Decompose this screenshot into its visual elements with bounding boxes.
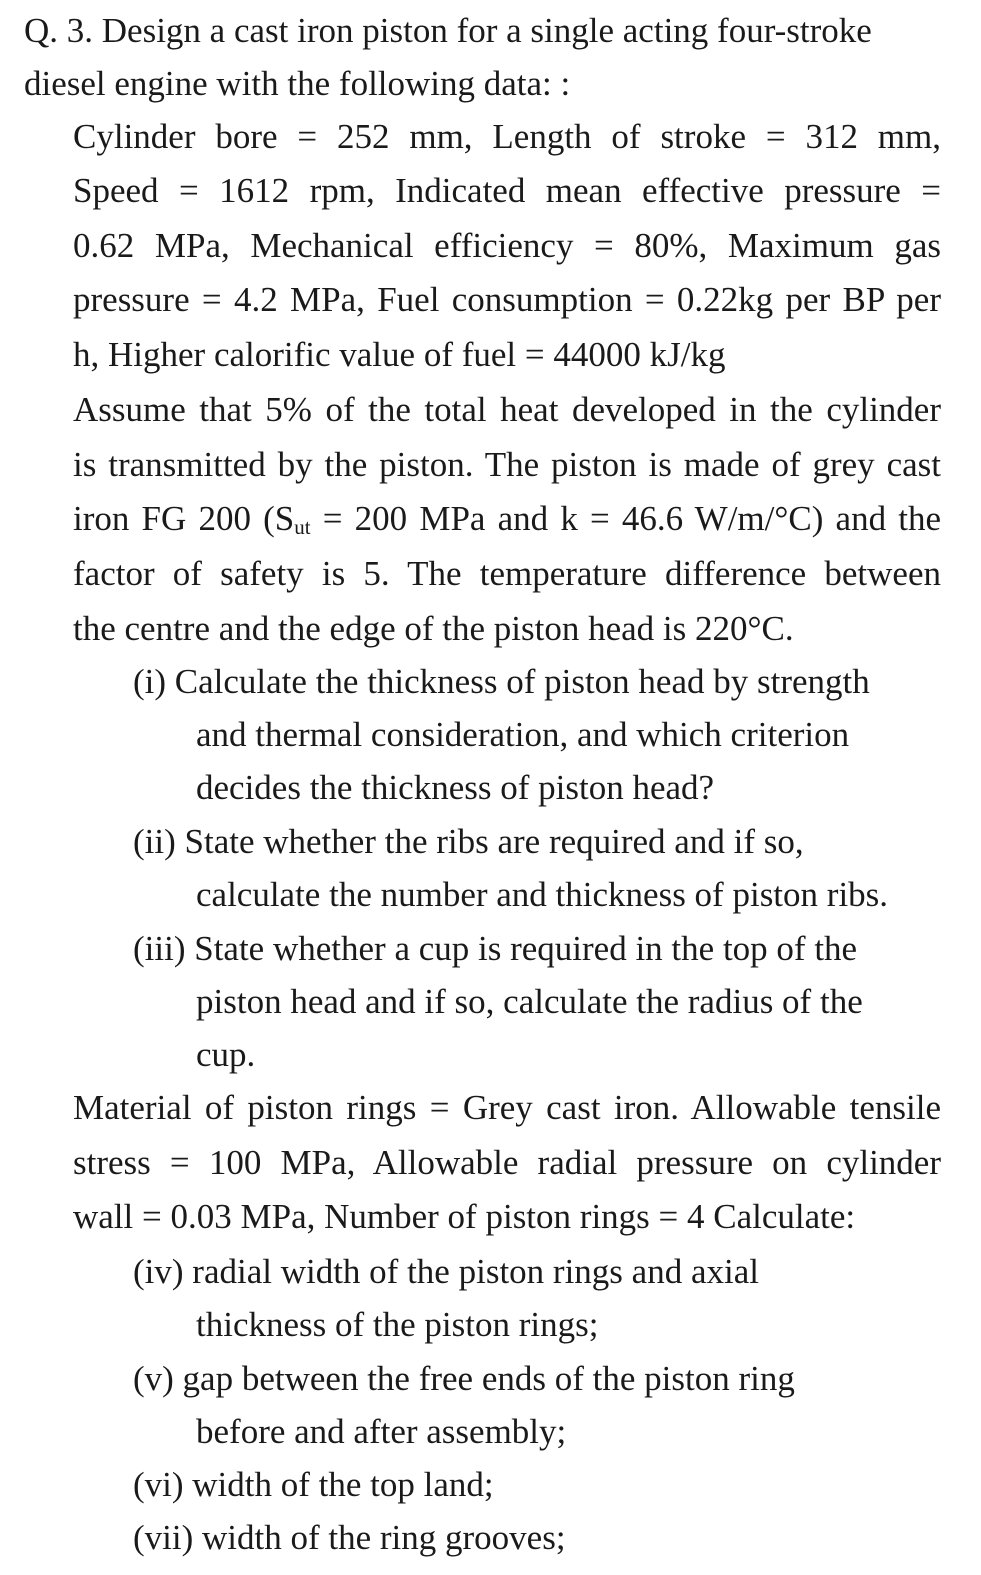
data-line-3: 0.62 MPa, Mechanical efficiency = 80%, Maximum gas [73,226,941,265]
ultimate-strength-subscript: ut [294,515,311,539]
item-ii-line-2: calculate the number and thickness of piston ribs. [196,875,889,914]
item-v-line-1: (v) gap between the free ends of the piston ring [133,1359,795,1398]
item-vii-line-1: (vii) width of the ring grooves; [133,1518,566,1557]
item-ii-line-1: (ii) State whether the ribs are required and if so, [133,822,804,861]
question-heading-line-2: diesel engine with the following data: : [24,64,571,103]
rings-line-3: wall = 0.03 MPa, Number of piston rings = 4 Calculate: [73,1197,856,1236]
assumption-line-2: is transmitted by the piston. The piston is made of grey cast [73,445,941,484]
item-iv-line-1: (iv) radial width of the piston rings and axial [133,1252,759,1291]
item-i-line-2: and thermal consideration, and which criterion [196,715,850,754]
data-line-1: Cylinder bore = 252 mm, Length of stroke = 312 mm, [73,117,941,156]
item-i-line-3: decides the thickness of piston head? [196,768,715,807]
data-line-5: h, Higher calorific value of fuel = 44000 kJ/kg [73,335,726,374]
item-v-line-2: before and after assembly; [196,1412,567,1451]
item-iv-line-2: thickness of the piston rings; [196,1305,599,1344]
assumption-line-3-a: iron FG 200 (S [73,499,295,538]
rings-line-1: Material of piston rings = Grey cast iron. Allowable tensile [73,1088,941,1127]
data-line-4: pressure = 4.2 MPa, Fuel consumption = 0.22kg per BP per [73,280,941,319]
item-iii-line-1: (iii) State whether a cup is required in the top of the [133,929,858,968]
item-iii-line-3: cup. [196,1035,256,1074]
question-heading-line-1: Q. 3. Design a cast iron piston for a single acting four-stroke [24,11,872,50]
rings-line-2: stress = 100 MPa, Allowable radial pressure on cylinder [73,1143,941,1182]
item-iii-line-2: piston head and if so, calculate the radius of the [196,982,863,1021]
assumption-line-5: the centre and the edge of the piston head is 220°C. [73,609,794,648]
data-line-2: Speed = 1612 rpm, Indicated mean effective pressure = [73,171,941,210]
assumption-line-3-b: = 200 MPa and k = 46.6 W/m/°C) and the [310,499,941,538]
assumption-line-4: factor of safety is 5. The temperature difference between [73,554,941,593]
item-i-line-1: (i) Calculate the thickness of piston head by strength [133,662,870,701]
assumption-line-3 [73,498,941,540]
item-vi-line-1: (vi) width of the top land; [133,1465,494,1504]
assumption-line-1: Assume that 5% of the total heat developed in the cylinder [73,390,941,429]
